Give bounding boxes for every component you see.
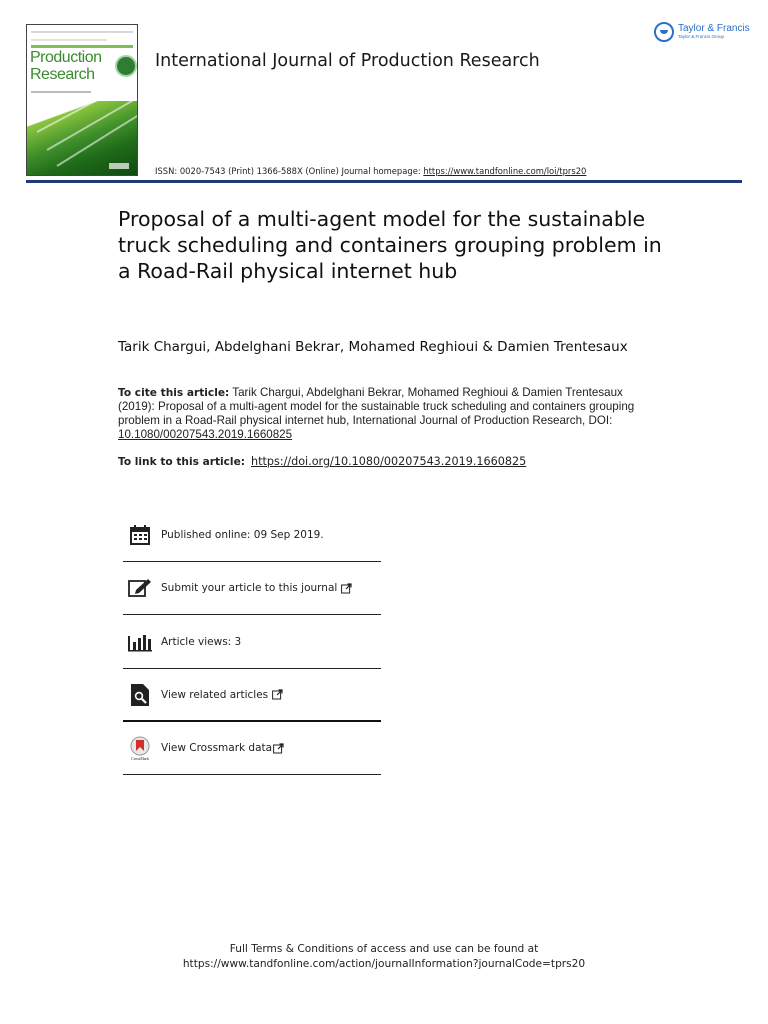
cover-decoration — [31, 39, 107, 41]
article-authors: Tarik Chargui, Abdelghani Bekrar, Mohamed Reghioui & Damien Trentesaux — [118, 339, 628, 355]
external-link-icon — [272, 685, 283, 704]
journal-homepage-link[interactable]: https://www.tandfonline.com/loi/tprs20 — [423, 166, 587, 176]
article-views-row — [123, 615, 381, 669]
cover-title: Production — [30, 49, 102, 66]
cover-badge-icon — [115, 55, 137, 77]
crossmark-icon — [127, 735, 153, 761]
publisher-logo[interactable] — [654, 22, 750, 42]
external-link-icon — [341, 579, 352, 598]
publisher-name: Taylor & Francis — [678, 23, 750, 34]
search-document-icon — [127, 682, 153, 708]
link-label: To link to this article: — [118, 456, 245, 468]
article-views-count: Article views: 3 — [161, 635, 242, 648]
calendar-icon — [127, 522, 153, 548]
related-articles-row[interactable] — [123, 669, 381, 722]
cover-decoration — [31, 31, 133, 33]
cover-artwork — [27, 101, 137, 175]
cover-decoration — [31, 45, 133, 48]
header-divider — [26, 180, 742, 183]
published-date: Published online: 09 Sep 2019. — [161, 529, 324, 541]
footer-terms-link[interactable]: https://www.tandfonline.com/action/journalInformation?journalCode=tprs20 — [182, 958, 586, 970]
published-row — [123, 509, 381, 562]
issn-line — [155, 166, 586, 176]
citation-block — [118, 386, 658, 442]
submit-article-link[interactable]: Submit your article to this journal — [161, 582, 338, 594]
bar-chart-icon — [127, 629, 153, 655]
edit-icon — [127, 575, 153, 601]
footer — [0, 942, 768, 972]
journal-cover-image — [26, 24, 138, 176]
article-doi-url-link[interactable]: https://doi.org/10.1080/00207543.2019.1660825 — [251, 455, 527, 468]
crossmark-link[interactable]: View Crossmark data — [161, 742, 273, 754]
publisher-subname: Taylor & Francis Group — [678, 34, 725, 39]
external-link-icon — [273, 739, 284, 758]
crossmark-caption: CrossMark — [131, 756, 149, 761]
issn-text: ISSN: 0020-7543 (Print) 1366-588X (Online) Journal homepage: — [155, 166, 424, 176]
cite-label: To cite this article: — [118, 387, 230, 399]
footer-terms-text: Full Terms & Conditions of access and use can be found at — [229, 943, 539, 955]
taylor-francis-icon — [654, 22, 674, 42]
cover-decoration — [31, 91, 91, 93]
cover-title: Research — [30, 66, 95, 83]
article-link-line — [118, 455, 526, 468]
journal-title[interactable]: International Journal of Production Research — [155, 51, 540, 71]
article-title: Proposal of a multi-agent model for the sustainable truck scheduling and containers grouping problem in a Road-Rail physical internet hub — [118, 207, 662, 283]
related-articles-link[interactable]: View related articles — [161, 688, 269, 701]
doi-link[interactable]: 10.1080/00207543.2019.1660825 — [118, 428, 293, 441]
submit-article-row[interactable] — [123, 562, 381, 615]
cite-text: Tarik Chargui, Abdelghani Bekrar, Mohamed Reghioui & Damien Trentesaux (2019): Proposal of a multi-agent model for the sustainable truck scheduling and containers grouping problem in a Road-Rail physical internet hub, International Journal of Production Research, DOI: — [118, 386, 635, 427]
article-meta-list — [123, 509, 381, 775]
crossmark-row[interactable] — [123, 722, 381, 775]
